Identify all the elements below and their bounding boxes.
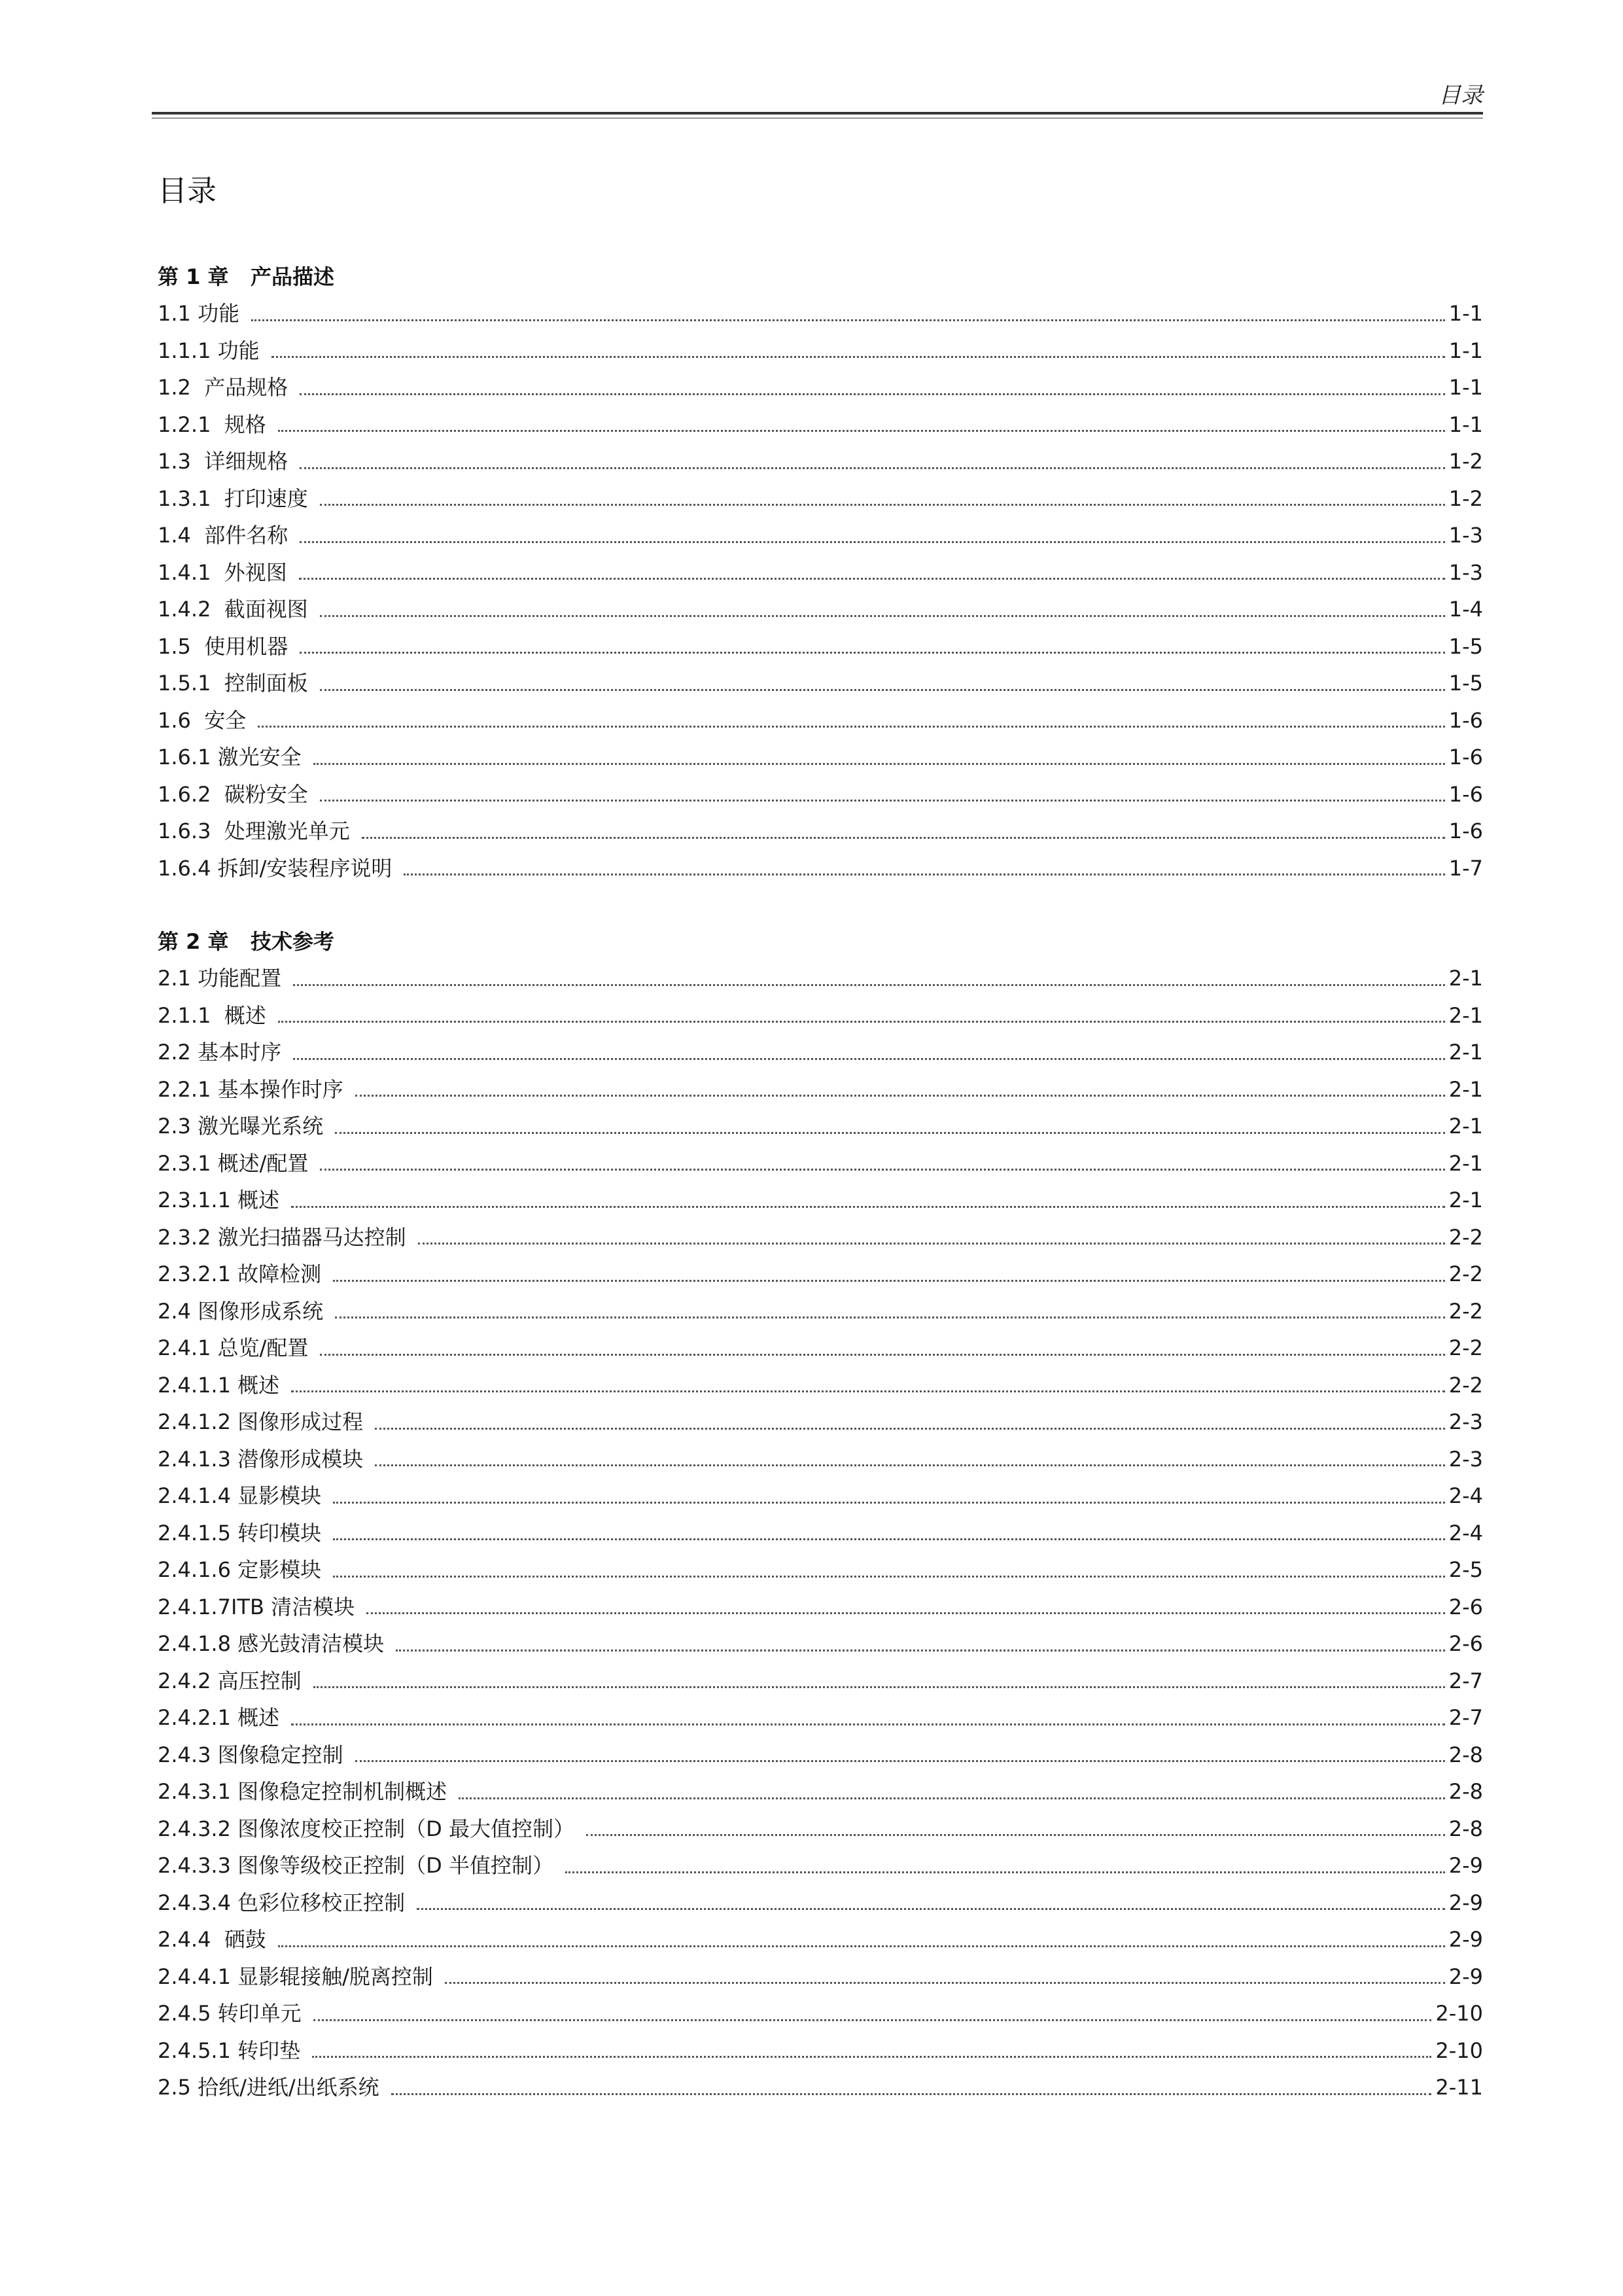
toc-entry-label: 2.4.3 图像稳定控制 — [158, 1742, 343, 1767]
dot-leader — [320, 1169, 1444, 1171]
toc-entry-page: 1-6 — [1448, 707, 1483, 733]
toc-entry-page: 1-1 — [1448, 301, 1483, 327]
toc-entry — [158, 1515, 1483, 1552]
toc-entry-label: 2.4.1 总览/配置 — [158, 1335, 309, 1361]
toc-entry-page: 2-7 — [1448, 1668, 1483, 1693]
toc-entry-page: 2-8 — [1448, 1742, 1483, 1767]
toc-entry — [158, 1810, 1483, 1848]
toc-entry-page: 2-9 — [1448, 1927, 1483, 1952]
toc-entry — [158, 1477, 1483, 1515]
toc-entry-label: 2.2 基本时序 — [158, 1040, 282, 1065]
toc-entry-label: 2.4.1.3 潜像形成模块 — [158, 1446, 364, 1472]
toc-entry-label: 2.1.1 概述 — [158, 1002, 266, 1028]
toc-entry-label: 2.4.3.4 色彩位移校正控制 — [158, 1890, 406, 1915]
toc-entry-label: 1.6.4 拆卸/安装程序说明 — [158, 855, 393, 881]
toc-entry-label: 2.3.1 概述/配置 — [158, 1150, 309, 1176]
toc-entry-page: 2-9 — [1448, 1964, 1483, 1989]
toc-entry-label: 2.4.1.7ITB 清洁模块 — [158, 1594, 355, 1619]
toc-entry-label: 2.3.1.1 概述 — [158, 1188, 280, 1213]
toc-entry-label: 2.2.1 基本操作时序 — [158, 1076, 343, 1102]
toc-entry-page: 2-1 — [1448, 1040, 1483, 1065]
toc-entry-label: 2.4.3.3 图像等级校正控制（D 半值控制） — [158, 1853, 553, 1879]
dot-leader — [375, 1428, 1445, 1430]
toc-entry-page: 2-8 — [1448, 1779, 1483, 1805]
toc-entry-label: 1.6 安全 — [158, 707, 247, 733]
dot-leader — [278, 1021, 1445, 1023]
dot-leader — [391, 2093, 1432, 2095]
toc-entry-page: 1-6 — [1448, 819, 1483, 844]
toc-entry-label: 1.4 部件名称 — [158, 523, 288, 548]
toc-entry-label: 2.4.5 转印单元 — [158, 2001, 302, 2026]
toc-entry — [158, 1108, 1483, 1145]
dot-leader — [320, 1354, 1444, 1356]
toc-entry-label: 1.2 产品规格 — [158, 375, 288, 400]
toc-entry — [158, 1256, 1483, 1293]
dot-leader — [320, 800, 1445, 802]
toc-entry-label: 1.3.1 打印速度 — [158, 486, 308, 511]
toc-entry — [158, 2032, 1483, 2070]
dot-leader — [313, 763, 1445, 765]
dot-leader — [291, 1390, 1445, 1392]
toc-entry — [158, 1367, 1483, 1404]
toc-entry — [158, 480, 1483, 518]
dot-leader — [293, 984, 1445, 986]
toc-entry — [158, 1330, 1483, 1367]
toc-entry-page: 1-2 — [1448, 449, 1483, 474]
toc-entry — [158, 1034, 1483, 1071]
toc-entry-label: 2.3 激光曝光系统 — [158, 1114, 324, 1139]
toc-entry-page: 2-1 — [1448, 1188, 1483, 1213]
dot-leader — [565, 1871, 1445, 1873]
chapter-heading: 第 1 章 产品描述 — [158, 264, 334, 289]
toc-entry-label: 1.6.2 碳粉安全 — [158, 781, 308, 807]
dot-leader — [333, 1502, 1445, 1504]
dot-leader — [271, 356, 1445, 358]
toc-entry-label: 1.5 使用机器 — [158, 633, 288, 659]
toc-entry-page: 2-1 — [1448, 1114, 1483, 1139]
toc-entry-page: 2-1 — [1448, 1076, 1483, 1102]
toc-entry-page: 2-10 — [1435, 2001, 1483, 2026]
toc-entry-label: 2.4 图像形成系统 — [158, 1298, 324, 1324]
toc-entry — [158, 739, 1483, 776]
table-of-contents — [158, 258, 1483, 2143]
toc-entry-label: 2.4.4.1 显影辊接触/脱离控制 — [158, 1964, 433, 1989]
toc-entry-page: 1-3 — [1448, 523, 1483, 548]
toc-entry-label: 2.1 功能配置 — [158, 966, 282, 991]
toc-entry-label: 2.4.1.5 转印模块 — [158, 1520, 322, 1545]
dot-leader — [396, 1650, 1445, 1651]
toc-entry-label: 2.5 拾纸/进纸/出纸系统 — [158, 2075, 379, 2100]
toc-entry — [158, 628, 1483, 665]
running-header: 目录 — [1439, 82, 1483, 109]
toc-entry — [158, 1404, 1483, 1441]
toc-entry — [158, 1958, 1483, 1996]
toc-entry — [158, 1589, 1483, 1626]
toc-entry — [158, 332, 1483, 370]
toc-entry-label: 1.6.3 处理激光单元 — [158, 819, 350, 844]
toc-entry-page: 2-2 — [1448, 1372, 1483, 1398]
toc-entry — [158, 554, 1483, 592]
toc-entry — [158, 1699, 1483, 1737]
toc-entry-label: 1.6.1 激光安全 — [158, 745, 302, 770]
toc-entry — [158, 1219, 1483, 1256]
toc-entry — [158, 295, 1483, 332]
dot-leader — [293, 1058, 1445, 1060]
toc-entry-label: 2.4.2.1 概述 — [158, 1705, 280, 1731]
dot-leader — [362, 837, 1445, 839]
dot-leader — [300, 541, 1444, 543]
toc-entry — [158, 591, 1483, 628]
toc-entry — [158, 1663, 1483, 1700]
toc-entry-page: 1-1 — [1448, 412, 1483, 437]
toc-entry — [158, 406, 1483, 444]
toc-entry-page: 2-8 — [1448, 1816, 1483, 1841]
toc-entry — [158, 1921, 1483, 1958]
page-title: 目录 — [158, 173, 217, 208]
dot-leader — [251, 319, 1445, 321]
dot-leader — [335, 1316, 1445, 1318]
toc-entry-label: 1.4.2 截面视图 — [158, 597, 308, 622]
dot-leader — [300, 652, 1444, 654]
dot-leader — [418, 1243, 1445, 1245]
dot-leader — [278, 1945, 1445, 1947]
chapter-heading: 第 2 章 技术参考 — [158, 929, 334, 954]
toc-entry-page: 2-6 — [1448, 1594, 1483, 1619]
dot-leader — [300, 467, 1444, 469]
toc-entry — [158, 1145, 1483, 1182]
toc-entry-label: 2.3.2 激光扫描器马达控制 — [158, 1224, 406, 1250]
toc-entry-label: 2.4.1.4 显影模块 — [158, 1483, 322, 1509]
toc-entry — [158, 776, 1483, 813]
dot-leader — [355, 1095, 1445, 1097]
toc-entry — [158, 1884, 1483, 1922]
toc-entry — [158, 1441, 1483, 1478]
toc-entry-page: 2-1 — [1448, 1002, 1483, 1028]
toc-entry — [158, 2069, 1483, 2106]
toc-entry-page: 1-7 — [1448, 855, 1483, 881]
toc-chapter — [158, 923, 1483, 2106]
toc-entry-label: 2.4.1.2 图像形成过程 — [158, 1409, 364, 1435]
toc-entry — [158, 1293, 1483, 1330]
toc-chapter — [158, 258, 1483, 887]
toc-entry-page: 2-9 — [1448, 1853, 1483, 1879]
toc-entry-page: 1-6 — [1448, 745, 1483, 770]
dot-leader — [312, 2056, 1431, 2058]
toc-entry — [158, 369, 1483, 406]
toc-entry-label: 2.4.5.1 转印垫 — [158, 2038, 301, 2063]
dot-leader — [355, 1760, 1445, 1762]
toc-entry-page: 1-1 — [1448, 338, 1483, 363]
toc-entry-page: 2-6 — [1448, 1631, 1483, 1657]
toc-entry-page: 2-10 — [1435, 2038, 1483, 2063]
toc-entry-label: 2.4.3.2 图像浓度校正控制（D 最大值控制） — [158, 1816, 574, 1841]
toc-entry-label: 2.4.2 高压控制 — [158, 1668, 302, 1693]
toc-entry-page: 2-5 — [1448, 1557, 1483, 1583]
dot-leader — [320, 689, 1445, 691]
toc-entry — [158, 1995, 1483, 2032]
toc-entry — [158, 1551, 1483, 1589]
toc-entry — [158, 850, 1483, 887]
dot-leader — [333, 1576, 1445, 1578]
toc-entry-page: 2-3 — [1448, 1409, 1483, 1435]
dot-leader — [404, 874, 1444, 875]
dot-leader — [320, 615, 1445, 617]
toc-entry-label: 1.4.1 外视图 — [158, 559, 287, 585]
toc-entry — [158, 443, 1483, 480]
dot-leader — [278, 430, 1445, 432]
toc-entry-page: 2-2 — [1448, 1298, 1483, 1324]
toc-entry-label: 1.3 详细规格 — [158, 449, 288, 474]
dot-leader — [291, 1206, 1445, 1208]
toc-entry-label: 2.4.1.8 感光鼓清洁模块 — [158, 1631, 385, 1657]
toc-entry-page: 2-2 — [1448, 1224, 1483, 1250]
toc-entry-label: 1.5.1 控制面板 — [158, 671, 308, 696]
header-rule-thick — [152, 112, 1483, 115]
toc-entry-page: 1-4 — [1448, 597, 1483, 622]
dot-leader — [335, 1132, 1445, 1134]
toc-entry-page: 2-2 — [1448, 1262, 1483, 1287]
toc-entry — [158, 1737, 1483, 1774]
toc-entry-label: 2.3.2.1 故障检测 — [158, 1262, 322, 1287]
toc-entry-label: 1.2.1 规格 — [158, 412, 266, 437]
dot-leader — [291, 1723, 1445, 1725]
toc-entry-page: 1-2 — [1448, 486, 1483, 511]
toc-entry-page: 1-6 — [1448, 781, 1483, 807]
toc-entry-page: 2-7 — [1448, 1705, 1483, 1731]
toc-entry — [158, 997, 1483, 1034]
toc-entry — [158, 1625, 1483, 1663]
dot-leader — [459, 1797, 1445, 1799]
toc-entry-page: 1-1 — [1448, 375, 1483, 400]
toc-entry-page: 2-11 — [1435, 2075, 1483, 2100]
dot-leader — [299, 578, 1445, 580]
toc-entry-page: 2-3 — [1448, 1446, 1483, 1472]
toc-entry-page: 1-3 — [1448, 559, 1483, 585]
toc-entry-page: 1-5 — [1448, 633, 1483, 659]
dot-leader — [333, 1280, 1445, 1282]
dot-leader — [366, 1612, 1445, 1614]
toc-entry-page: 2-4 — [1448, 1483, 1483, 1509]
toc-entry — [158, 702, 1483, 739]
toc-entry-page: 2-1 — [1448, 1150, 1483, 1176]
toc-entry — [158, 1071, 1483, 1108]
toc-entry-label: 2.4.3.1 图像稳定控制机制概述 — [158, 1779, 447, 1805]
toc-entry — [158, 813, 1483, 850]
dot-leader — [417, 1908, 1445, 1910]
toc-entry-page: 2-9 — [1448, 1890, 1483, 1915]
toc-entry-page: 1-5 — [1448, 671, 1483, 696]
toc-entry — [158, 960, 1483, 997]
toc-entry — [158, 665, 1483, 702]
toc-entry — [158, 517, 1483, 554]
dot-leader — [313, 2019, 1432, 2021]
toc-entry-label: 1.1 功能 — [158, 301, 240, 327]
toc-entry-page: 2-1 — [1448, 966, 1483, 991]
dot-leader — [313, 1686, 1445, 1688]
toc-entry-label: 2.4.1.1 概述 — [158, 1372, 280, 1398]
toc-entry-label: 1.1.1 功能 — [158, 338, 260, 363]
dot-leader — [445, 1982, 1445, 1984]
dot-leader — [300, 393, 1444, 395]
toc-entry-label: 2.4.1.6 定影模块 — [158, 1557, 322, 1583]
dot-leader — [333, 1538, 1445, 1540]
toc-entry — [158, 1847, 1483, 1884]
toc-entry-page: 2-4 — [1448, 1520, 1483, 1545]
dot-leader — [586, 1834, 1445, 1836]
dot-leader — [375, 1464, 1445, 1466]
toc-entry — [158, 1773, 1483, 1810]
toc-entry — [158, 1182, 1483, 1219]
dot-leader — [320, 504, 1445, 506]
toc-entry-page: 2-2 — [1448, 1335, 1483, 1361]
toc-entry-label: 2.4.4 硒鼓 — [158, 1927, 266, 1952]
dot-leader — [258, 726, 1444, 728]
